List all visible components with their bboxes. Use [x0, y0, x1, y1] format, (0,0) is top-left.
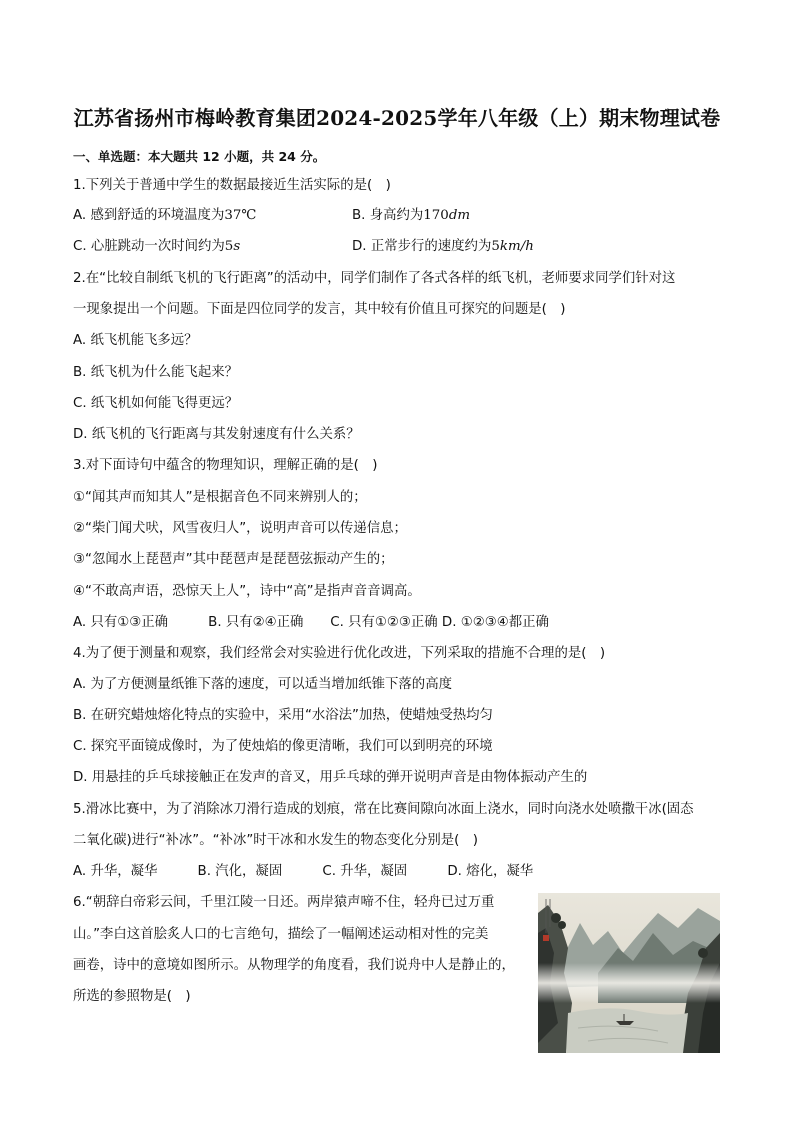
q3-stem: 3.对下面诗句中蕴含的物理知识，理解正确的是( ) [73, 458, 378, 473]
q6-stem-line3: 画卷，诗中的意境如图所示。从物理学的角度看，我们说舟中人是静止的， [73, 958, 515, 973]
q1-option-b-text: B. 身高约为 [352, 208, 424, 223]
q1-option-a-text: A. 感到舒适的环境温度为 [73, 208, 225, 223]
q2-stem-line1: 2.在“比较自制纸飞机的飞行距离”的活动中，同学们制作了各式各样的纸飞机，老师要求同学们针对这 [73, 271, 676, 286]
q6-stem-line1: 6.“朝辞白帝彩云间，千里江陵一日还。两岸猿声啼不住，轻舟已过万重 [73, 895, 495, 910]
q1-option-b-value: 170dm [423, 208, 471, 223]
q2-option-c: C. 纸飞机如何能飞得更远？ [73, 396, 239, 411]
q3-statement-1: ①“闻其声而知其人”是根据音色不同来辨别人的； [73, 490, 367, 505]
q4-option-d: D. 用悬挂的乒乓球接触正在发声的音叉，用乒乓球的弹开说明声音是由物体振动产生的 [73, 770, 588, 785]
q4-option-c: C. 探究平面镜成像时，为了使烛焰的像更清晰，我们可以到明亮的环境 [73, 739, 493, 754]
q2-option-d: D. 纸飞机的飞行距离与其发射速度有什么关系？ [73, 427, 360, 442]
q4-option-a: A. 为了方便测量纸锥下落的速度，可以适当增加纸锥下落的高度 [73, 677, 452, 692]
q1-option-c [73, 238, 240, 256]
q2-option-b: B. 纸飞机为什么能飞起来？ [73, 365, 238, 380]
q1-option-b [352, 207, 470, 225]
q5-stem-line1: 5.滑冰比赛中，为了消除冰刀滑行造成的划痕，常在比赛间隙向冰面上浇水，同时向浇水处喷撒干冰(固态 [73, 802, 694, 817]
q6-stem-line4: 所选的参照物是( ) [73, 989, 191, 1004]
q3-statement-4: ④“不敢高声语，恐惊天上人”，诗中“高”是指声音音调高。 [73, 584, 421, 599]
q1-option-d-text: D. 正常步行的速度约为 [352, 239, 492, 254]
q1-option-a-value: 37℃ [224, 208, 257, 223]
landscape-painting-icon [538, 893, 720, 1053]
q3-statement-2: ②“柴门闻犬吠，风雪夜归人”，说明声音可以传递信息； [73, 521, 407, 536]
q3-options: A. 只有①③正确 B. 只有②④正确 C. 只有①②③正确 D. ①②③④都正确 [73, 615, 549, 630]
q5-stem-line2: 二氧化碳)进行“补冰”。“补冰”时干冰和水发生的物态变化分别是( ) [73, 833, 478, 848]
q4-stem: 4.为了便于测量和观察，我们经常会对实验进行优化改进，下列采取的措施不合理的是( ) [73, 646, 606, 661]
q5-options: A. 升华，凝华 B. 汽化，凝固 C. 升华，凝固 D. 熔化，凝华 [73, 864, 534, 879]
exam-title: 江苏省扬州市梅岭教育集团2024-2025学年八年级（上）期末物理试卷 [73, 106, 721, 130]
q6-stem-line2: 山。”李白这首脍炙人口的七言绝句，描绘了一幅阐述运动相对性的完美 [73, 927, 489, 942]
q2-option-a: A. 纸飞机能飞多远？ [73, 333, 198, 348]
q1-option-d [352, 238, 534, 256]
q3-statement-3: ③“忽闻水上琵琶声”其中琵琶声是琵琶弦振动产生的； [73, 552, 394, 567]
q1-option-d-value: 5km/h [491, 239, 534, 254]
q1-stem: 1.下列关于普通中学生的数据最接近生活实际的是( ) [73, 178, 391, 193]
section-heading: 一、单选题：本大题共 12 小题，共 24 分。 [73, 149, 326, 164]
q4-option-b: B. 在研究蜡烛熔化特点的实验中，采用“水浴法”加热，使蜡烛受热均匀 [73, 708, 493, 723]
q1-option-c-text: C. 心脏跳动一次时间约为 [73, 239, 225, 254]
q2-stem-line2: 一现象提出一个问题。下面是四位同学的发言，其中较有价值且可探究的问题是( ) [73, 302, 566, 317]
q1-option-c-value: 5s [224, 239, 241, 254]
q1-option-a [73, 207, 256, 225]
